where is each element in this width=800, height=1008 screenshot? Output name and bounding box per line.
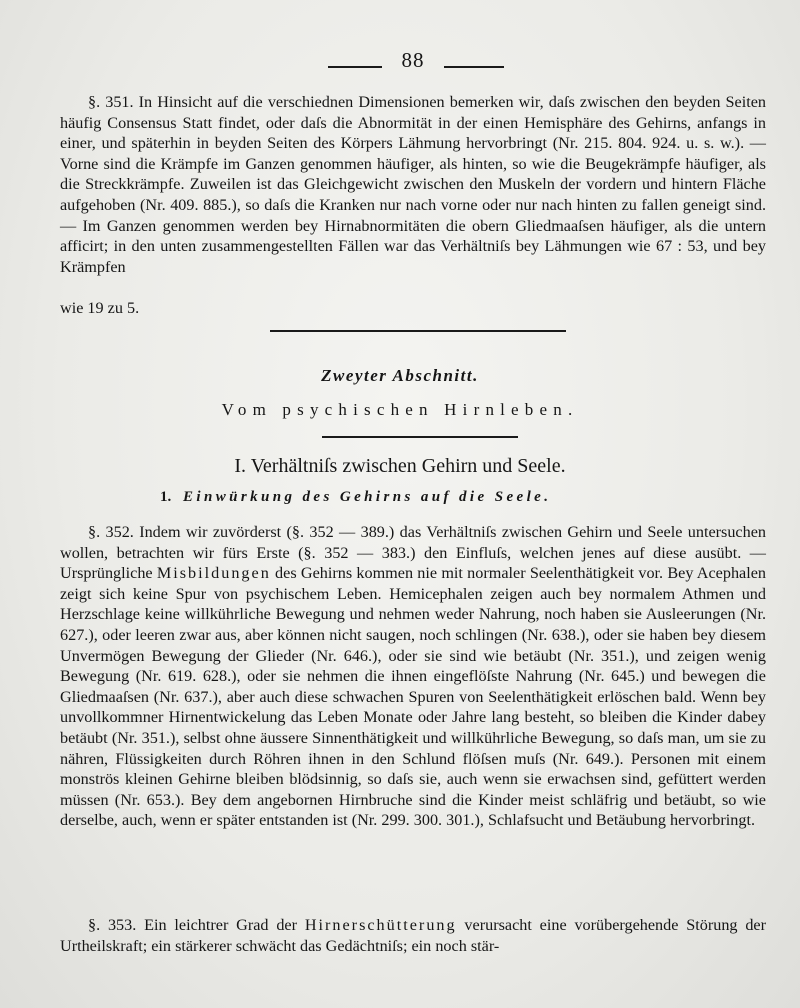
paragraph-352: [60, 522, 766, 831]
header-rule-right: [444, 66, 504, 68]
section-subtitle: Vom psychischen Hirnleben.: [221, 400, 579, 419]
paragraph-353-emphasis: Hirnerschütterung: [304, 916, 457, 934]
chapter-title: I. Verhältniſs zwischen Gehirn und Seele.: [234, 455, 566, 477]
paragraph-352-emphasis: Misbildungen: [156, 564, 271, 583]
paragraph-352-text-before: §. 352. Indem wir zuvörderst (§. 352 — 389.) das Verhältniſs zwischen Gehirn und Seele untersuchen wollen, betrachten wir fürs Erste (§. 352 — 383.) den Einfluſs, welchen jenes auf diese ausübt. — Ursprüngliche: [60, 523, 766, 583]
paragraph-353-text-before: §. 353. Ein leichtrer Grad der: [88, 916, 305, 934]
paragraph-351-last-line: wie 19 zu 5.: [60, 299, 140, 317]
subsection-title: Einwürkung des Gehirns auf die Seele.: [183, 489, 552, 505]
header-rule-left: [328, 66, 382, 68]
paragraph-351: §. 351. In Hinsicht auf die verschiednen Dimensionen bemerken wir, daſs zwischen den beyden Seiten häufig Consensus Statt findet, oder daſs die Abnormität in der einen Hemisphäre des Gehirns, anfangs in einer, und späterhin in beyden Seiten des Körpers Lähmung hervorbringt (Nr. 215. 804. 924. u. s. w.). — Vorne sind die Krämpfe im Ganzen genommen häufiger, als hinten, so wie die Beugekrämpfe häufiger, als die Streckkrämpfe. Zuweilen ist das Gleichgewicht zwischen den Muskeln der vordern und hintern Fläche aufgehoben (Nr. 409. 885.), so daſs die Kranken nur nach vorne oder nur nach hinten zu fallen geneigt sind. — Im Ganzen genommen werden bey Hirnabnormitäten die obern Gliedmaaſsen häufiger, als die untern afficirt; in den unten zusammengestellten Fällen war das Verhältniſs bey Lähmungen wie 67 : 53, und bey Krämpfen: [60, 93, 766, 276]
section-divider-top: [270, 330, 566, 332]
section-divider-bottom: [322, 436, 518, 438]
subsection-number: 1.: [160, 489, 172, 505]
page-header: [0, 44, 800, 80]
paragraph-353: [60, 915, 766, 956]
subsection-heading: [160, 489, 680, 506]
paragraph-352-text-after: des Gehirns kommen nie mit normaler Seelenthätigkeit vor. Bey Acephalen zeigt sich keine Spur von psychischem Leben. Hemicephalen zeigen auch bey normalem Athmen und Herzschlage keine willkührliche Bewegung und nehmen weder Nahrung, noch haben sie Ausleerungen (Nr. 627.), oder leeren zwar aus, aber können nicht saugen, noch schlingen (Nr. 638.), oder sie haben bey diesem Unvermögen Bewegung der Glieder (Nr. 646.), oder sie sind wie betäubt (Nr. 351.), und zeigen wenig Bewegung (Nr. 619. 628.), oder sie nehmen die ihnen eingeflöſste Nahrung (Nr. 645.) und bewegen die Gliedmaaſsen (Nr. 637.), aber auch diese schwachen Spuren von Seelenthätigkeit erlöschen bald. Wenn bey unvollkommner Hirnentwickelung das Leben Monate oder Jahre lang besteht, so bleiben die Kinder dabey betäubt (Nr. 351.), selbst ohne äussere Sinnenthätigkeit und willkührliche Bewegung, so daſs man, um sie zu nähren, Flüssigkeiten durch Röhren ihnen in den Schlund flöſsen muſs (Nr. 649.). Personen mit einem monströs kleinen Gehirne bleiben blödsinnig, so daſs sie, auch wenn sie erwachsen sind, gefüttert werden müssen (Nr. 653.). Bey dem angebornen Hirnbruche sind die Kinder meist schläfrig und betäubt, so wie derselbe, auch, wenn er später entstanden ist (Nr. 299. 300. 301.), Schlafsucht und Betäubung hervorbringt.: [60, 564, 766, 830]
section-title: Zweyter Abschnitt.: [321, 366, 479, 385]
paragraph-353-text-after: verursacht eine vorübergehende Störung der Urtheilskraft; ein stärkerer schwächt das Gedächtniſs; ein noch stär-: [60, 916, 766, 955]
page-number: 88: [401, 48, 425, 72]
